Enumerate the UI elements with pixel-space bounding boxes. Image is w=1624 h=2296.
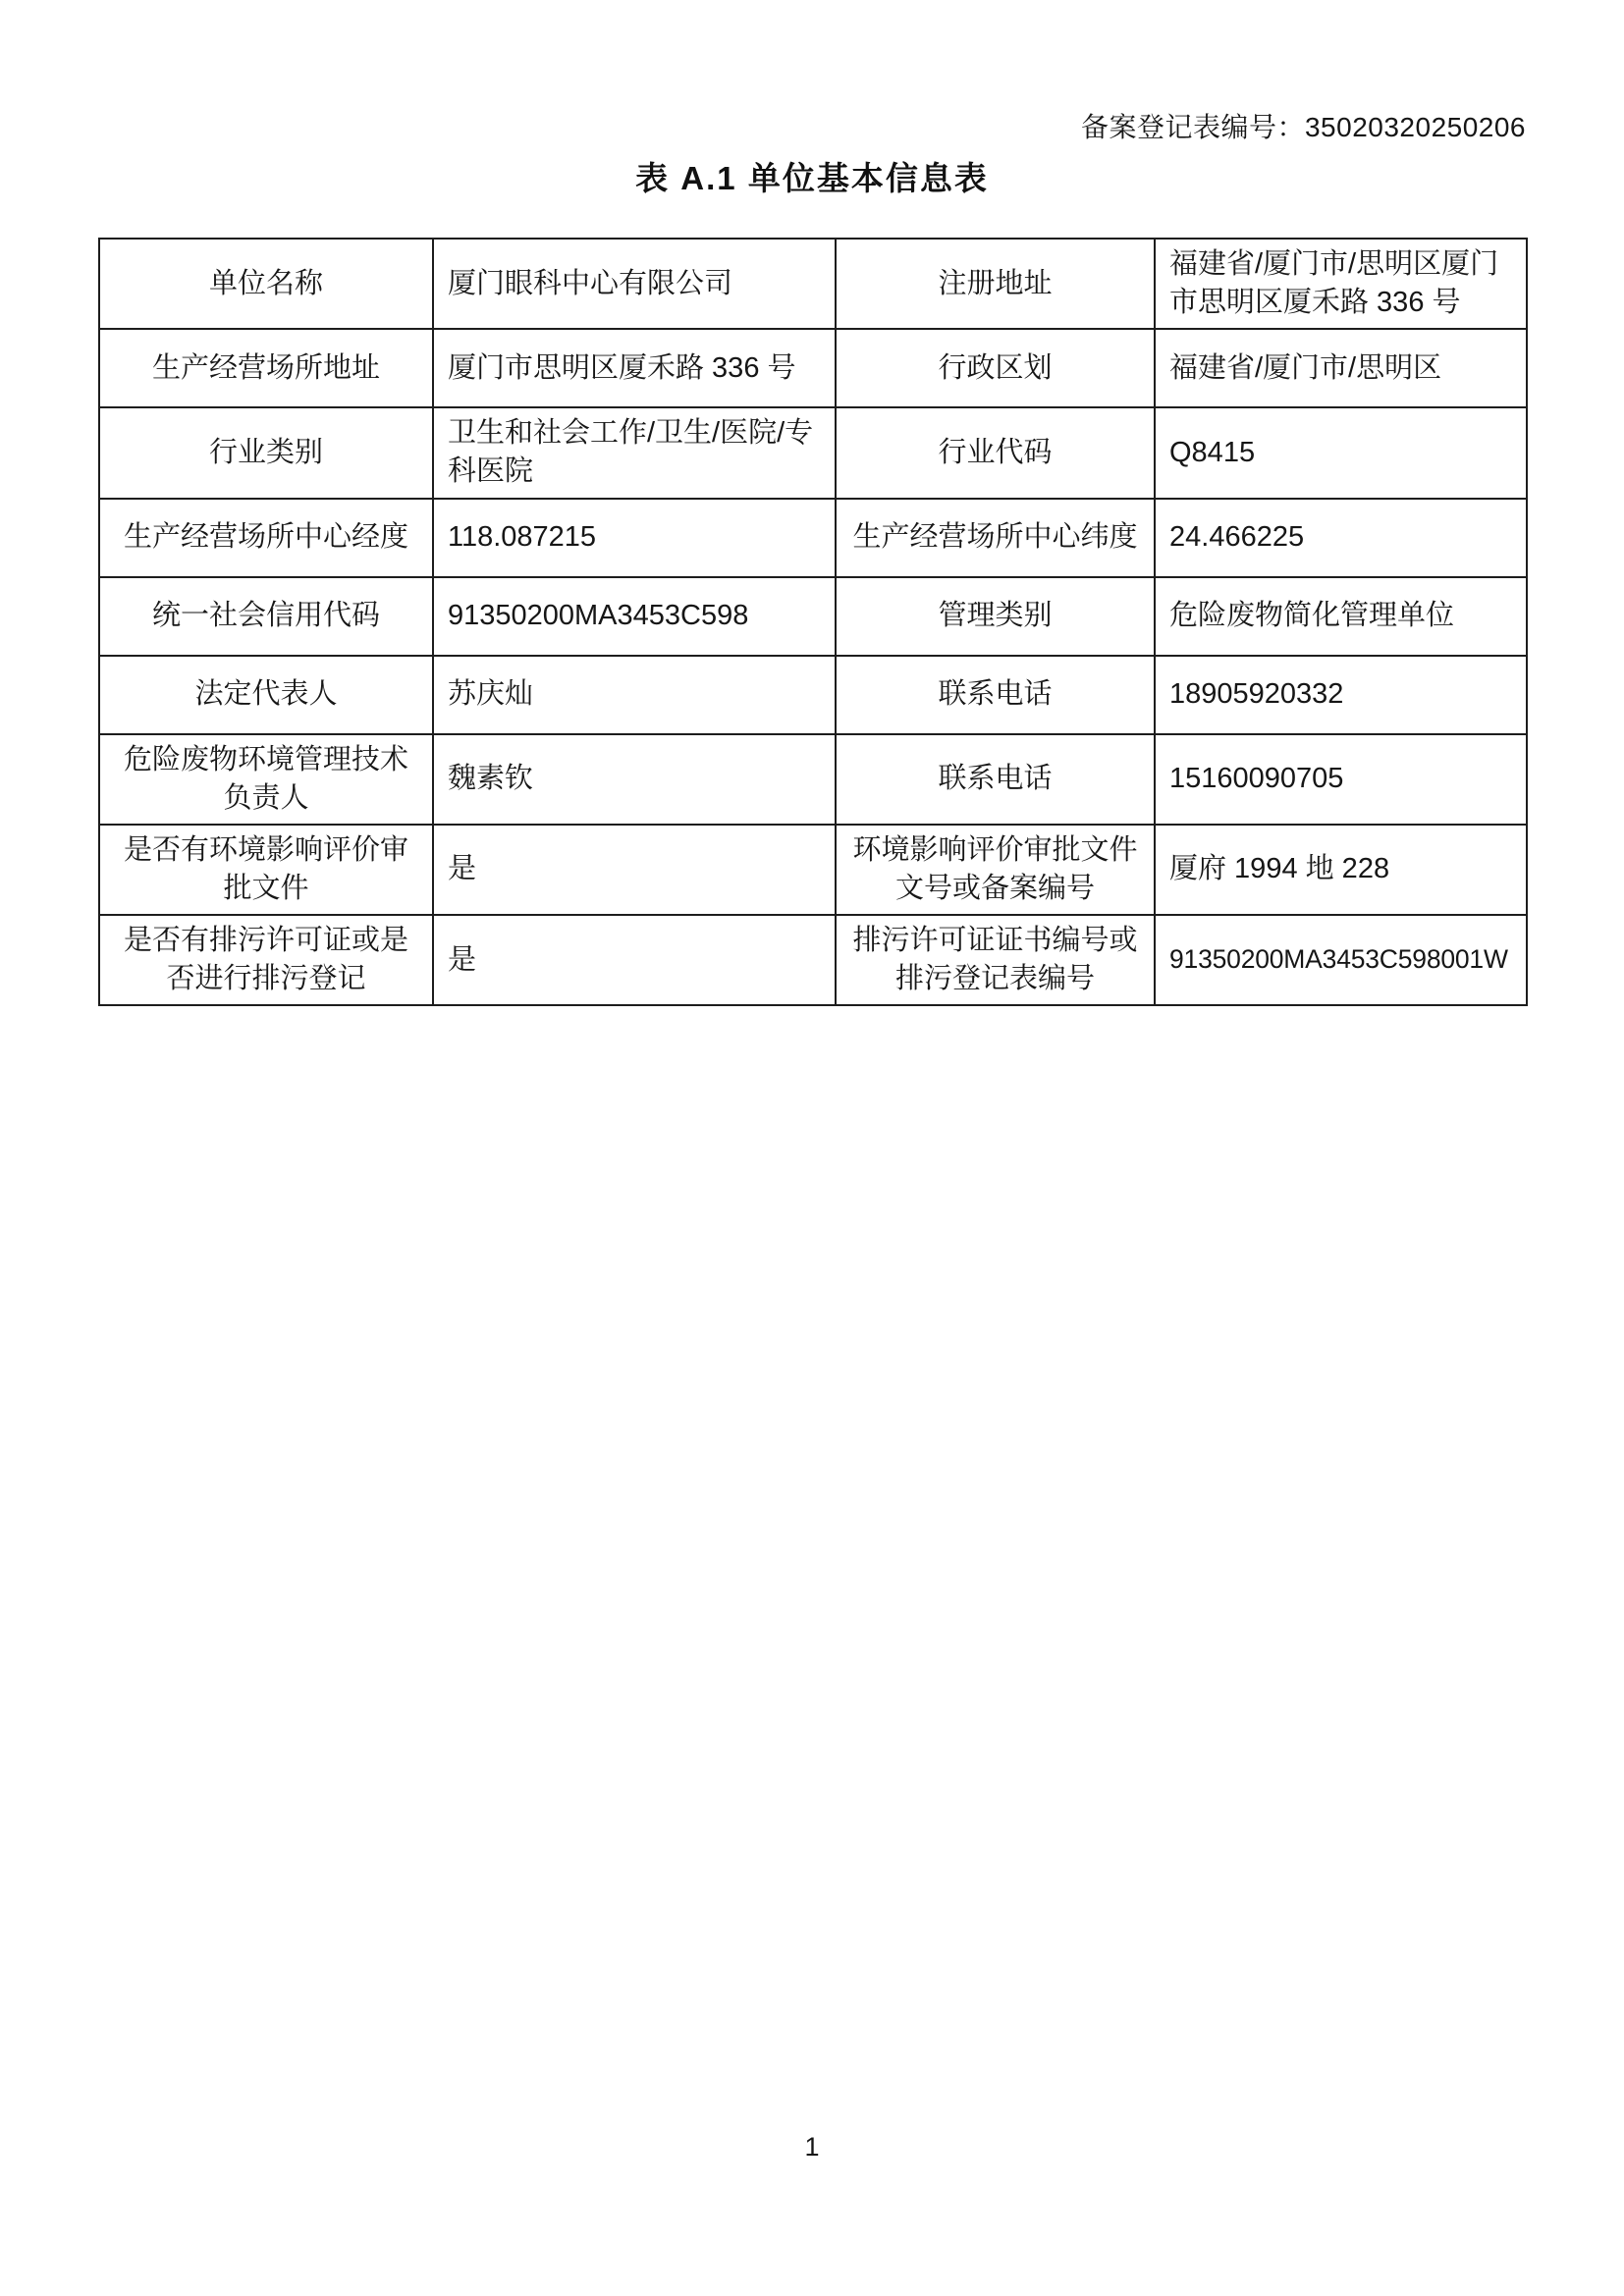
table-row [99,329,1527,407]
field-label: 行业类别 [99,407,433,498]
table-row [99,577,1527,656]
field-value: 危险废物简化管理单位 [1155,577,1527,656]
field-value: 24.466225 [1155,499,1527,577]
field-value: 厦门眼科中心有限公司 [433,239,836,329]
field-value: 魏素钦 [433,734,836,825]
field-label: 危险废物环境管理技术负责人 [99,734,433,825]
field-value: 18905920332 [1155,656,1527,734]
field-label: 排污许可证证书编号或排污登记表编号 [836,915,1155,1005]
field-value: 118.087215 [433,499,836,577]
filing-registration-number: 备案登记表编号：35020320250206 [1080,112,1526,142]
field-label: 生产经营场所中心纬度 [836,499,1155,577]
field-value: 91350200MA3453C598001W [1155,915,1527,1005]
table-row [99,239,1527,329]
field-label: 生产经营场所中心经度 [99,499,433,577]
table-row [99,499,1527,577]
field-label: 注册地址 [836,239,1155,329]
field-label: 统一社会信用代码 [99,577,433,656]
unit-info-table [98,238,1528,1006]
field-value: 是 [433,825,836,915]
table-row [99,825,1527,915]
table-row [99,734,1527,825]
field-value: 福建省/厦门市/思明区厦门市思明区厦禾路 336 号 [1155,239,1527,329]
field-value: 卫生和社会工作/卫生/医院/专科医院 [433,407,836,498]
table-row [99,407,1527,498]
page-number: 1 [804,2132,820,2162]
field-label: 是否有环境影响评价审批文件 [99,825,433,915]
table-row [99,656,1527,734]
field-label: 行政区划 [836,329,1155,407]
field-label: 行业代码 [836,407,1155,498]
field-value: 91350200MA3453C598 [433,577,836,656]
field-label: 法定代表人 [99,656,433,734]
field-label: 管理类别 [836,577,1155,656]
table-row [99,915,1527,1005]
field-label: 单位名称 [99,239,433,329]
field-value: 是 [433,915,836,1005]
field-value: 厦府 1994 地 228 [1155,825,1527,915]
field-label: 生产经营场所地址 [99,329,433,407]
field-value: 福建省/厦门市/思明区 [1155,329,1527,407]
page-title: 表 A.1 单位基本信息表 [635,160,989,196]
field-label: 是否有排污许可证或是否进行排污登记 [99,915,433,1005]
field-label: 环境影响评价审批文件文号或备案编号 [836,825,1155,915]
field-value: Q8415 [1155,407,1527,498]
field-value: 苏庆灿 [433,656,836,734]
field-value: 厦门市思明区厦禾路 336 号 [433,329,836,407]
field-label: 联系电话 [836,734,1155,825]
field-label: 联系电话 [836,656,1155,734]
field-value: 15160090705 [1155,734,1527,825]
